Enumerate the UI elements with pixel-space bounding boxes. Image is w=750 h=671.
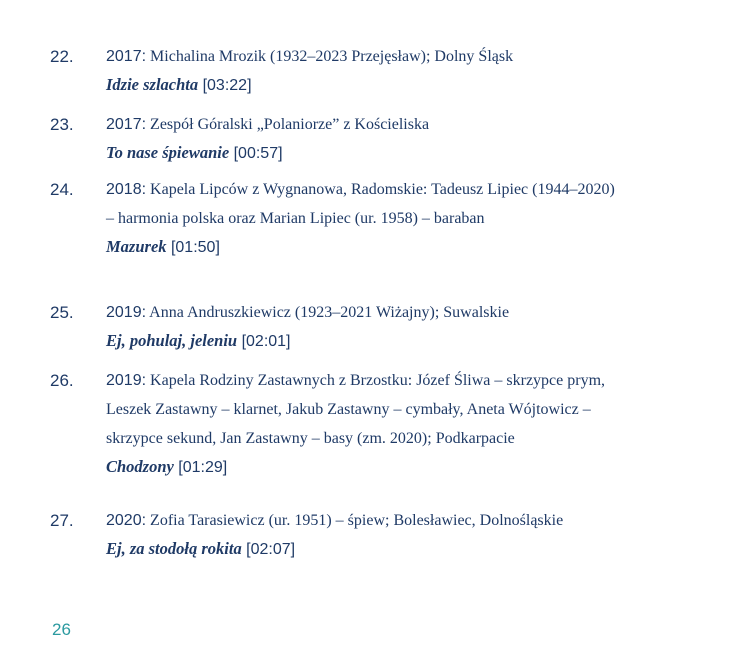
track-line (106, 453, 626, 481)
track-duration: [02:07] (241, 541, 296, 558)
track-duration: [02:01] (237, 333, 291, 350)
track-duration: [01:50] (166, 239, 220, 256)
track-year: 2018: (106, 181, 147, 198)
track-line (106, 535, 626, 563)
track-line (106, 71, 626, 99)
track-number: 25. (50, 303, 74, 322)
track-title: To nase śpiewanie (106, 143, 230, 162)
track-year: 2019: (106, 304, 147, 321)
track-title: Mazurek (106, 237, 167, 256)
track-title: Chodzony (106, 457, 174, 476)
track-body (106, 506, 626, 563)
track-duration: [01:29] (173, 459, 228, 476)
track-description (106, 366, 626, 453)
track-description-text: Michalina Mrozik (1932–2023 Przejęsław); Dolny Śląsk (146, 48, 514, 65)
track-description (106, 298, 626, 327)
track-description-text: Kapela Rodziny Zastawnych z Brzostku: Józef Śliwa – skrzypce prym, Leszek Zastawny – klarnet, Jakub Zastawny – cymbały, Aneta Wójtowicz – skrzypce sekund, Jan Zastawny – basy (zm. 2020); Podkarpacie (106, 372, 606, 447)
track-description (106, 175, 626, 233)
track-line (106, 139, 626, 167)
track-line (106, 233, 626, 261)
track-line (106, 327, 626, 355)
track-title: Idzie szlachta (106, 75, 199, 94)
track-description (106, 506, 626, 535)
track-body (106, 175, 626, 261)
track-number: 23. (50, 115, 74, 134)
track-body (106, 366, 626, 481)
track-body (106, 298, 626, 355)
track-description (106, 110, 626, 139)
track-number: 24. (50, 180, 74, 199)
track-year: 2017: (106, 48, 147, 65)
track-year: 2020: (106, 512, 147, 529)
track-title: Ej, za stodołą rokita (106, 539, 242, 558)
track-number: 22. (50, 47, 74, 66)
track-description-text: Zespół Góralski „Polaniorze” z Kościeliska (146, 116, 430, 133)
track-duration: [00:57] (229, 145, 283, 162)
track-description-text: Kapela Lipców z Wygnanowa, Radomskie: Tadeusz Lipiec (1944–2020) – harmonia polska oraz Marian Lipiec (ur. 1958) – baraban (106, 181, 615, 227)
track-year: 2017: (106, 116, 147, 133)
track-title: Ej, pohulaj, jeleniu (106, 331, 238, 350)
page-number: 26 (52, 620, 71, 639)
track-duration: [03:22] (198, 77, 252, 94)
track-number: 26. (50, 371, 74, 390)
track-year: 2019: (106, 372, 147, 389)
track-description-text: Zofia Tarasiewicz (ur. 1951) – śpiew; Bolesławiec, Dolnośląskie (146, 512, 564, 529)
track-description-text: Anna Andruszkiewicz (1923–2021 Wiżajny); Suwalskie (146, 304, 510, 321)
track-number: 27. (50, 511, 74, 530)
track-body (106, 42, 626, 99)
track-body (106, 110, 626, 167)
track-description (106, 42, 626, 71)
